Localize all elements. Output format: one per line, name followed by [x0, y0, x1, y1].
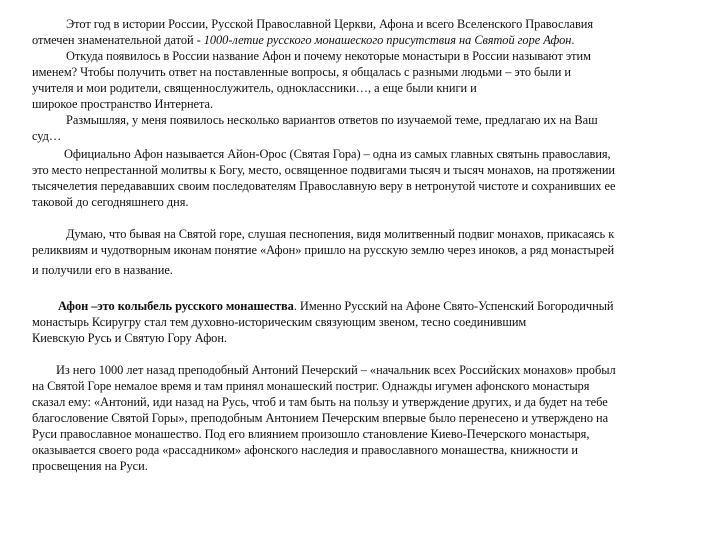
p7-line-4: благословение Святой Горы», преподобным Антонием Печерским впервые было перенесено и утверждено на	[32, 411, 609, 425]
p6-line-1	[58, 298, 614, 314]
p5-line-2: реликвиям и чудотворным иконам понятие «Афон» пришло на русскую землю через иноков, а ряд монастырей	[32, 243, 615, 257]
p1-line-2-end: .	[571, 33, 575, 47]
p4-line-4: таковой до сегодняшнего дня.	[32, 195, 189, 209]
p1-line-2	[32, 32, 574, 48]
p1-line-1: Этот год в истории России, Русской Православной Церкви, Афона и всего Вселенского Православия	[66, 17, 594, 31]
p6-line-3: Киевскую Русь и Святую Гору Афон.	[32, 331, 227, 345]
p5-line-1: Думаю, что бывая на Святой горе, слушая песнопения, видя молитвенный подвиг монахов, прикасаясь к	[66, 227, 615, 241]
p2-line-2: именем? Чтобы получить ответ на поставленные вопросы, я общалась с разными людьми – это были и	[32, 65, 571, 79]
p6-line-2: монастырь Ксиругру стал тем духовно-историческим связующим звеном, тесно соединившим	[32, 315, 527, 329]
p1-line-2-text: отмечен знаменательной датой -	[32, 33, 204, 47]
p4-line-1: Официально Афон называется Айон-Орос (Святая Гора) – одна из самых главных святынь православия,	[64, 147, 611, 161]
p7-line-2: на Святой Горе немалое время и там принял монашеский постриг. Однажды игумен афонского монастыря	[32, 379, 590, 393]
p6-line-1-rest: . Именно Русский на Афоне Свято-Успенский Богородичный	[293, 299, 614, 313]
p5-line-3: и получили его в название.	[32, 263, 173, 277]
p2-line-1: Откуда появилось в России название Афон и почему некоторые монастыри в России называют этим	[66, 49, 591, 63]
cradle-statement: Афон –это колыбель русского монашества	[58, 299, 294, 313]
millennium-highlight: 1000-летие русского монашеского присутствия на Святой горе Афон	[203, 33, 572, 47]
p4-line-2: это место непрестанной молитвы к Богу, место, освященное подвигами тысяч и тысяч монахов, на протяжении	[32, 163, 616, 177]
p3-line-1: Размышляя, у меня появилось несколько вариантов ответов по изучаемой теме, предлагаю их на Ваш	[66, 113, 598, 127]
p3-line-2: суд…	[32, 129, 62, 143]
p2-line-3: учителя и мои родители, священнослужитель, одноклассники…, а еще были книги и	[32, 81, 477, 95]
p7-line-1: Из него 1000 лет назад преподобный Антоний Печерский – «начальник всех Российских монахов» пробыл	[56, 363, 616, 377]
p4-line-3: тысячелетия передававших своим последователям Православную веру в нетронутой чистоте и сохранивших ее	[32, 179, 616, 193]
p7-line-6: оказывается своего рода «рассадником» афонского наследия и православного монашества, книжности и	[32, 443, 578, 457]
p7-line-3: сказал ему: «Антоний, иди назад на Русь, чтоб и там быть на пользу и утверждение других, и да будет на тебе	[32, 395, 608, 409]
p7-line-7: просвещения на Руси.	[32, 459, 148, 473]
p2-line-4: широкое пространство Интернета.	[32, 97, 214, 111]
p7-line-5: Руси православное монашество. Под его влиянием произошло становление Киево-Печерского монастыря,	[32, 427, 590, 441]
